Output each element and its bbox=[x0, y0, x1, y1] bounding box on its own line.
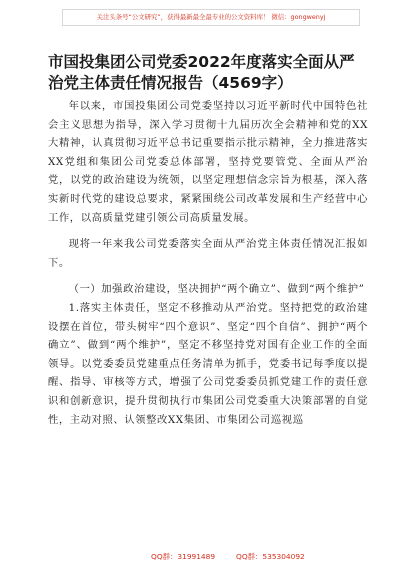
footer bbox=[0, 550, 408, 564]
paragraph-intro: 年以来，市国投集团公司党委坚持以习近平新时代中国特色社会主义思想为指导，深入学习贯彻十九届历次全会精神和党的XX大精神，认真贯彻习近平总书记重要指示批示精神，全力推进落实XX党组和集团公司党委总体部署，坚持党要管党、全面从严治党，以党的政治建设为统领，以坚定理想信念宗旨为根基，深入落实新时代党的建设总要求，紧紧围绕公司改革发展和生产经营中心工作，以高质量党建引领公司高质量发展。 bbox=[48, 100, 368, 224]
document-body bbox=[48, 97, 368, 429]
document-title: 市国投集团公司党委2022年度落实全面从严治党主体责任情况报告（4569字） bbox=[48, 53, 355, 92]
footer-qq-group-1: QQ群：31991489 bbox=[151, 552, 216, 561]
section-heading: （一）加强政治建设，坚决拥护“两个确立”、做到“两个维护” bbox=[68, 283, 365, 296]
paragraph-section-1: 1.落实主体责任，坚定不移推动从严治党。坚持把党的政治建设摆在首位，带头树牢“四个意识”、坚定“四个自信”、拥护“两个确立”、做到“两个维护”，坚定不移坚持党对国有企业工作的全面领导。以党委委员党建重点任务清单为抓手，党委书记每季度以提醒、指导、审核等方式，增强了公司党委委员抓党建工作的责任意识和创新意识，提升贯彻执行市集团公司党委重大决策部署的自觉性，主动对照、认领整改XX集团、市集团公司巡视巡 bbox=[48, 301, 368, 426]
footer-qq-group-2: QQ群：535304092 bbox=[236, 552, 305, 561]
header-banner bbox=[62, 9, 360, 26]
paragraph-summary: 现将一年来我公司党委落实全面从严治党主体责任情况汇报如下。 bbox=[48, 238, 368, 269]
header-banner-text: 关注头条号“公文研究”，获得最新最全最专业的公文资料库！ 微信：gongwenyj bbox=[96, 13, 326, 21]
